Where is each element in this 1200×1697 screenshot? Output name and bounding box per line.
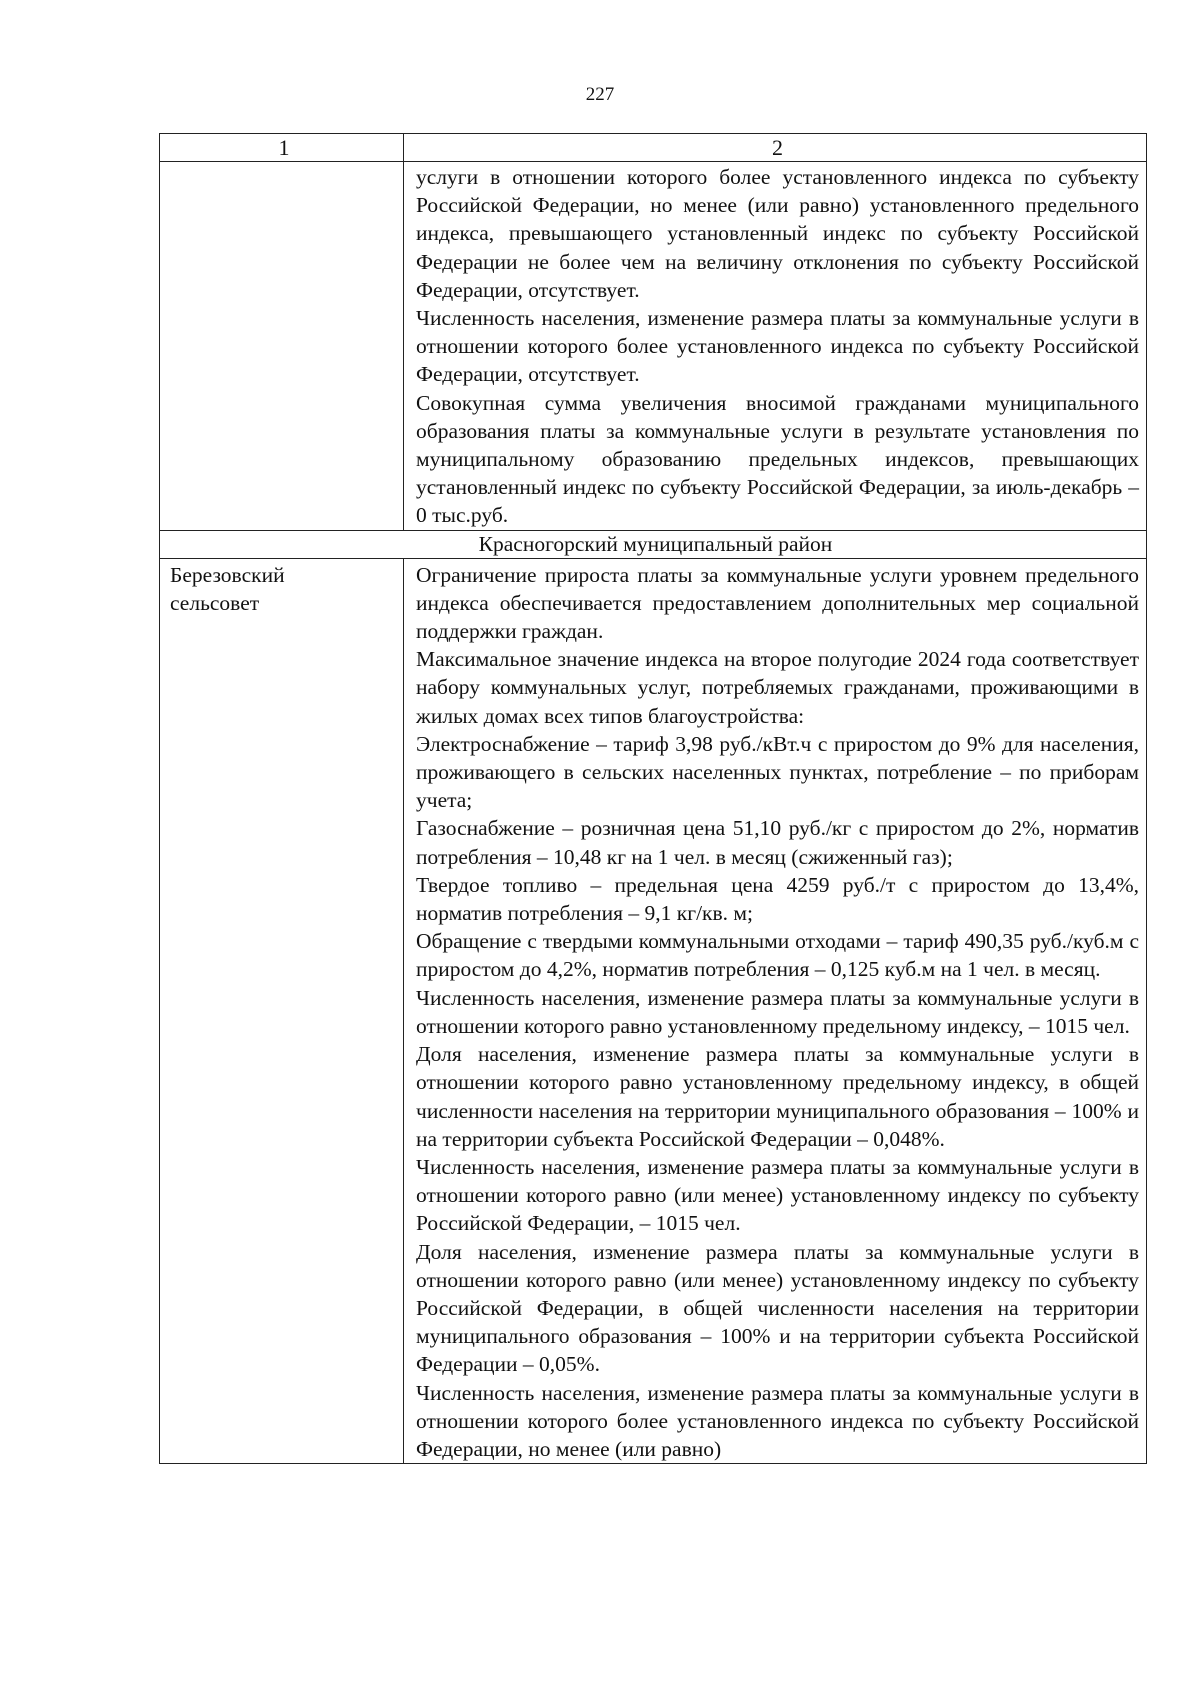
paragraph: Обращение с твердыми коммунальными отходами – тариф 490,35 руб./куб.м с приростом до 4,2%, норматив потребления – 0,125 куб.м на 1 чел. в месяц. (416, 929, 1139, 982)
paragraph: Совокупная сумма увеличения вносимой гражданами муниципального образования платы за коммунальные услуги в результате установления по муниципальному образованию предельных индексов, превышающих установленный индекс по субъекту Российской Федерации, за июль-декабрь – 0 тыс.руб. (416, 390, 1139, 528)
row-content-cell (404, 558, 1147, 1464)
paragraph: Численность населения, изменение размера платы за коммунальные услуги в отношении которого равно установленному предельному индексу, – 1015 чел. (416, 985, 1139, 1038)
municipality-name-line1: Березовский (170, 562, 285, 587)
paragraph: Максимальное значение индекса на второе полугодие 2024 года соответствует набору коммунальных услуг, потребляемых гражданами, проживающими в жилых домах всех типов благоустройства: (416, 647, 1139, 728)
paragraph: Численность населения, изменение размера платы за коммунальные услуги в отношении которого более установленного индекса по субъекту Российской Федерации, отсутствует. (416, 306, 1139, 387)
table-row (160, 162, 1147, 531)
row-label-cell (160, 162, 404, 531)
table-row (160, 558, 1147, 1464)
section-title: Красногорский муниципальный район (160, 530, 1147, 558)
section-row (160, 530, 1147, 558)
paragraph: Доля населения, изменение размера платы за коммунальные услуги в отношении которого равно установленному предельному индексу, в общей численности населения на территории муниципального образования – 100% и на территории субъекта Российской Федерации – 0,048%. (416, 1042, 1139, 1151)
table-header-row (160, 134, 1147, 162)
municipality-name-line2: сельсовет (170, 590, 260, 615)
row-label-cell (160, 558, 404, 1464)
paragraph: Доля населения, изменение размера платы за коммунальные услуги в отношении которого равно (или менее) установленному индексу по субъекту Российской Федерации, в общей численности населения на территории муниципального образования – 100% и на территории субъекта Российской Федерации – 0,05%. (416, 1239, 1139, 1377)
paragraph: Численность населения, изменение размера платы за коммунальные услуги в отношении которого более установленного индекса по субъекту Российской Федерации, но менее (или равно) (416, 1380, 1139, 1461)
paragraph: Твердое топливо – предельная цена 4259 руб./т с приростом до 13,4%, норматив потребления – 9,1 кг/кв. м; (416, 872, 1139, 926)
document-table (159, 133, 1147, 1464)
paragraph: услуги в отношении которого более установленного индекса по субъекту Российской Федерации, но менее (или равно) установленного предельного индекса, превышающего установленный индекс по субъекту Российской Федерации не более чем на величину отклонения по субъекту Российской Федерации, отсутствует. (416, 165, 1139, 302)
column-header-1: 1 (160, 134, 404, 162)
paragraph: Численность населения, изменение размера платы за коммунальные услуги в отношении которого равно (или менее) установленному индексу по субъекту Российской Федерации, – 1015 чел. (416, 1154, 1139, 1236)
paragraph: Газоснабжение – розничная цена 51,10 руб./кг с приростом до 2%, норматив потребления – 10,48 кг на 1 чел. в месяц (сжиженный газ); (416, 816, 1139, 869)
column-header-2: 2 (404, 134, 1147, 162)
row-content-cell (404, 162, 1147, 531)
page-number: 227 (585, 84, 615, 105)
paragraph: Электроснабжение – тариф 3,98 руб./кВт.ч с приростом до 9% для населения, проживающего в сельских населенных пунктах, потребление – по приборам учета; (416, 731, 1139, 813)
paragraph: Ограничение прироста платы за коммунальные услуги уровнем предельного индекса обеспечивается предоставлением дополнительных мер социальной поддержки граждан. (416, 562, 1139, 644)
